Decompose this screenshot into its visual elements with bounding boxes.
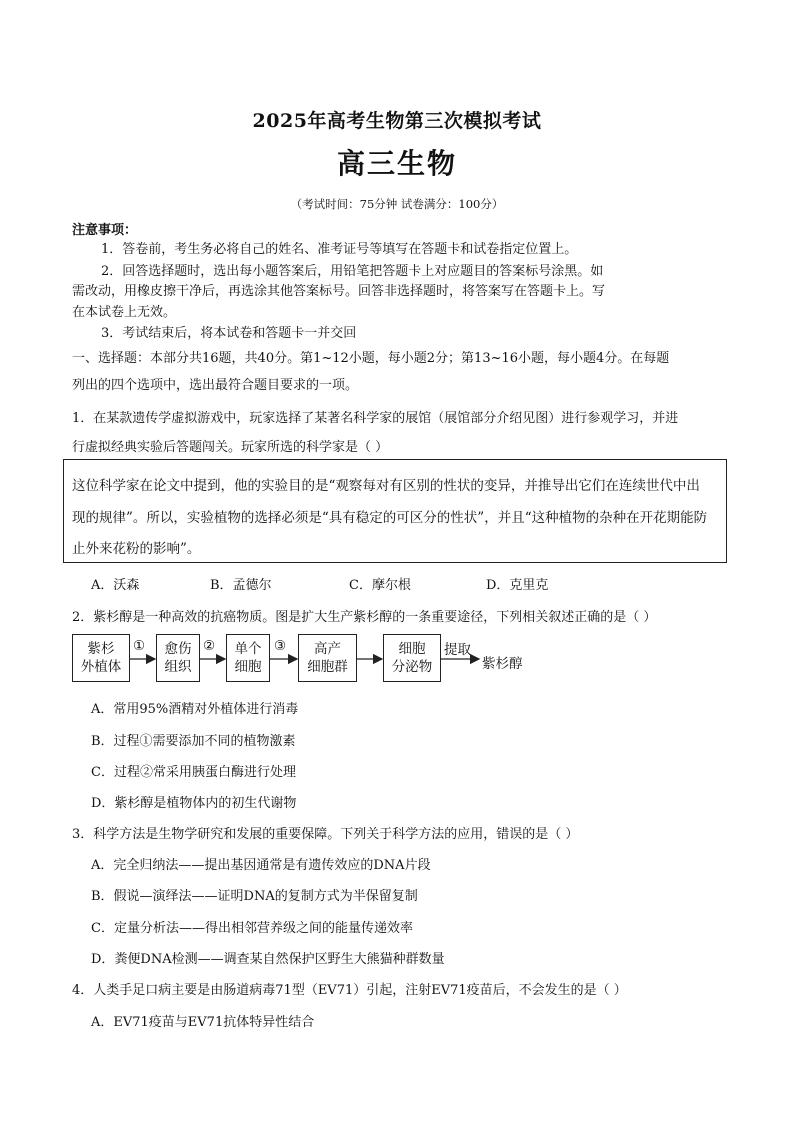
flow-step-3: ③ [274,638,287,654]
q1-stem: 1．在某款遗传学虚拟游戏中，玩家选择了某著名科学家的展馆（展馆部分介绍见图）进行参观学习，并进 [72,411,679,426]
q3-option-a[interactable]: A．完全归纳法——提出基因通常是有遗传效应的DNA片段 [91,858,431,873]
q1-option-d[interactable]: D．克里克 [486,578,549,593]
flow-box-text: 分泌物 [391,659,433,675]
flow-box-secretion [383,634,441,682]
flow-step-2: ② [203,638,216,654]
notice-line: 需改动，用橡皮擦干净后，再选涂其他答案标号。回答非选择题时，将答案写在答题卡上。写 [72,284,606,299]
passage-line: 现的规律”。所以，实验植物的选择必须是“具有稳定的可区分的性状”，并且“这种植物的杂种在开花期能防 [72,510,708,526]
q3-stem: 3．科学方法是生物学研究和发展的重要保障。下列关于科学方法的应用，错误的是（ ） [72,827,579,842]
q3-option-c[interactable]: C．定量分析法——得出相邻营养级之间的能量传递效率 [91,921,413,936]
q2-option-d[interactable]: D．紫杉醇是植物体内的初生代谢物 [91,796,297,811]
subject-title: 高三生物 [336,147,457,180]
passage-line: 这位科学家在论文中提到，他的实验目的是“观察每对有区别的性状的变异，并推导出它们在连续世代中出 [72,478,700,494]
q2-option-b[interactable]: B．过程①需要添加不同的植物激素 [91,734,296,749]
flow-box-single-cell [226,634,270,682]
q4-option-a[interactable]: A．EV71疫苗与EV71抗体特异性结合 [91,1015,315,1030]
flow-box-text: 紫杉 [87,641,115,657]
q1-option-b[interactable]: B．孟德尔 [210,578,272,593]
q2-option-a[interactable]: A．常用95%酒精对外植体进行消毒 [91,702,299,717]
q1-stem-cont: 行虚拟经典实验后答题闯关。玩家所选的科学家是（ ） [72,440,389,455]
q1-passage-box [63,459,727,563]
flow-box-high-yield-cells [298,634,357,682]
flow-extract-label: 提取 [444,642,471,658]
flow-box-text: 单个 [234,641,262,657]
notice-line: 2．回答选择题时，选出每小题答案后，用铅笔把答题卡上对应题目的答案标号涂黑。如 [101,264,604,279]
q3-option-b[interactable]: B．假说—演绎法——证明DNA的复制方式为半保留复制 [91,889,418,904]
q3-option-d[interactable]: D．粪便DNA检测——调查某自然保护区野生大熊猫种群数量 [91,952,445,967]
exam-title: 2025年高考生物第三次模拟考试 [252,110,542,132]
flow-box-text: 外植体 [80,659,122,675]
section-heading: 一、选择题：本部分共16题，共40分。第1~12小题，每小题2分；第13~16小题，每小题4分。在每题 [72,351,670,366]
q1-option-c[interactable]: C．摩尔根 [349,578,411,593]
flow-box-callus [156,634,200,682]
section-heading-cont: 列出的四个选项中，选出最符合题目要求的一项。 [72,378,359,393]
exam-meta: （考试时间：75分钟 试卷满分：100分） [290,197,504,211]
q2-option-c[interactable]: C．过程②常采用胰蛋白酶进行处理 [91,765,296,780]
notice-line: 1．答卷前，考生务必将自己的姓名、准考证号等填写在答题卡和试卷指定位置上。 [101,242,578,257]
notice-heading: 注意事项： [72,223,138,238]
q2-stem: 2．紫杉醇是一种高效的抗癌物质。图是扩大生产紫杉醇的一条重要途径，下列相关叙述正确的是（ ） [72,610,657,625]
flow-box-text: 细胞群 [307,659,348,675]
flow-product-label: 紫杉醇 [482,656,523,672]
notice-line: 在本试卷上无效。 [72,305,177,320]
notice-line: 3．考试结束后，将本试卷和答题卡一并交回 [101,326,357,341]
flow-box-explant [72,634,130,682]
flow-box-text: 细胞 [398,641,426,657]
q1-option-a[interactable]: A．沃森 [91,578,140,593]
flow-box-text: 高产 [314,641,341,657]
passage-line: 止外来花粉的影响”。 [72,541,201,557]
flow-step-1: ① [133,638,146,654]
flow-box-text: 细胞 [234,659,262,675]
flow-box-text: 组织 [164,659,192,675]
q4-stem: 4．人类手足口病主要是由肠道病毒71型（EV71）引起，注射EV71疫苗后，不会发生的是（ ） [72,983,627,998]
flow-box-text: 愈伤 [164,641,192,657]
